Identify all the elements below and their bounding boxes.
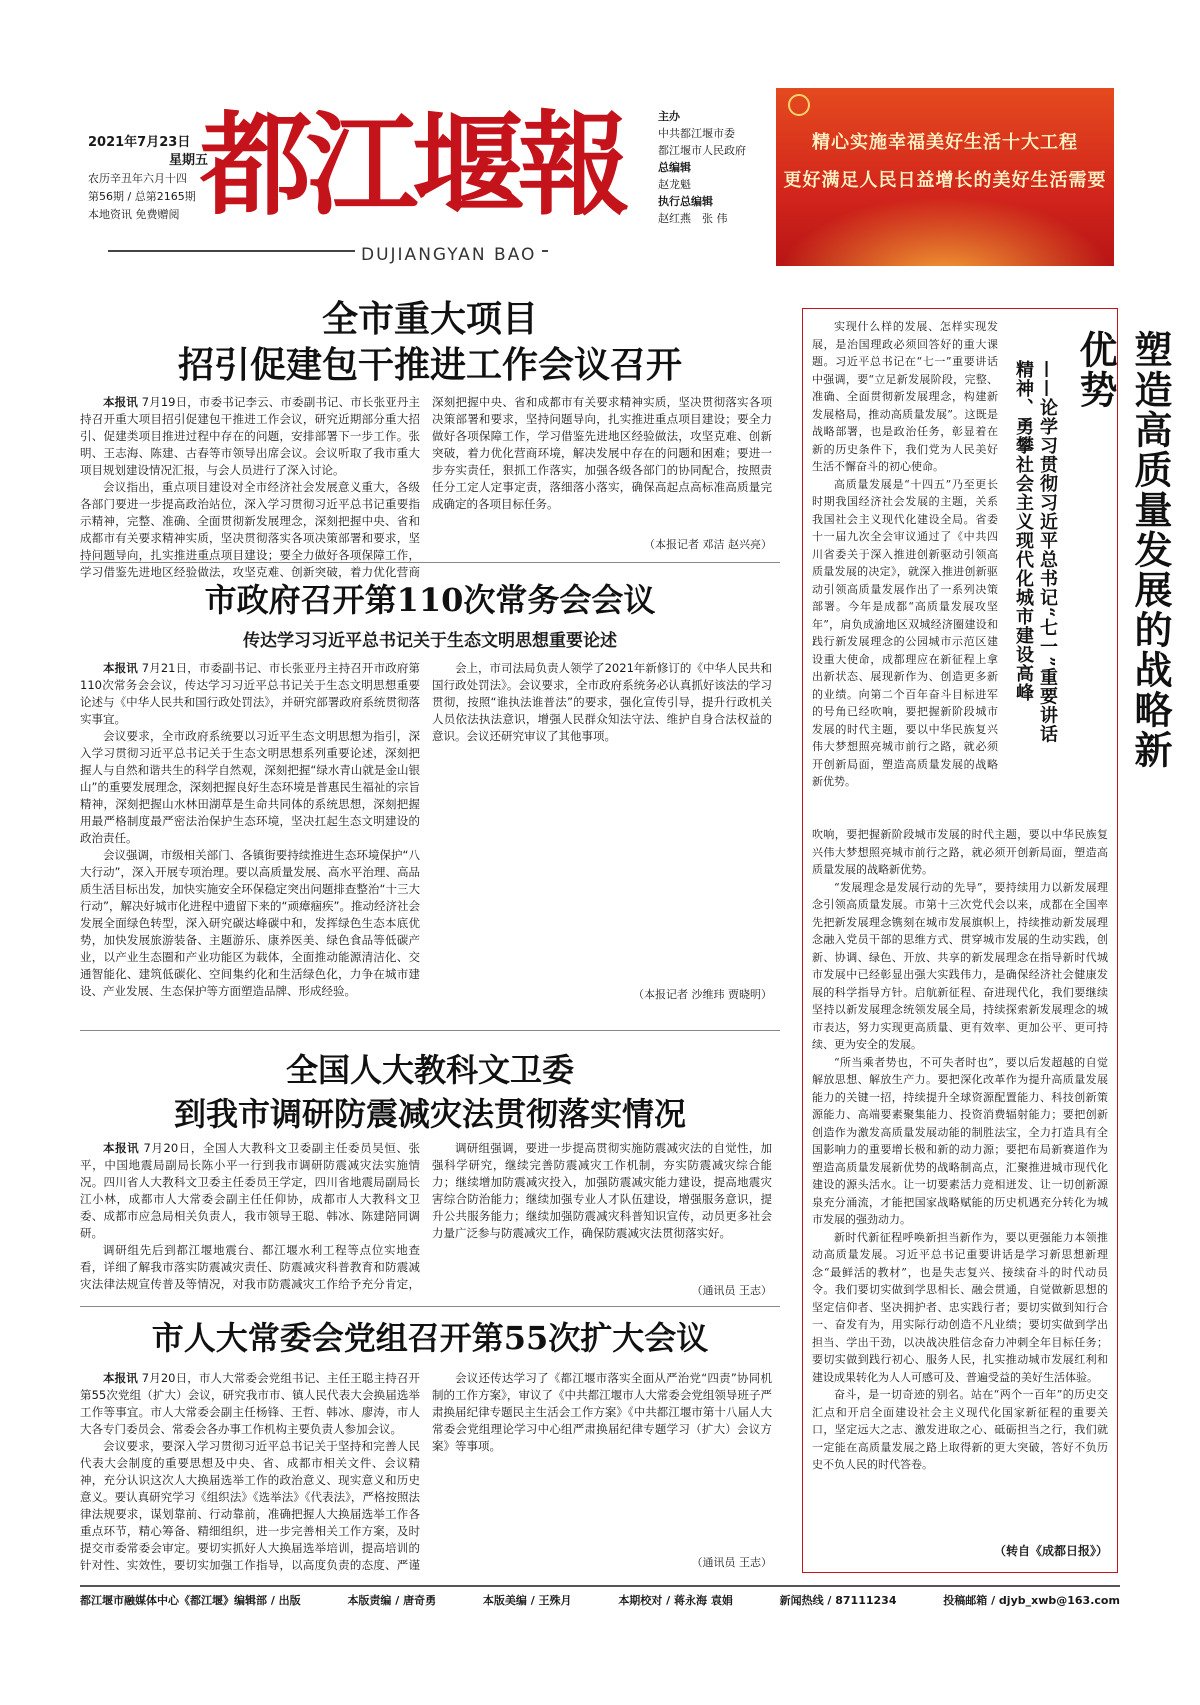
commentary-p2: 高质量发展是“十四五”乃至更长时期我国经济社会发展的主题，关系我国社会主义现代化建设全局。省委十一届九次全会审议通过了《中共四川省委关于深入推进创新驱动引领高质量发展的决定》，就深入推进创新驱动引领高质量发展作出了一系列决策部署。今年是成都“高质量发展攻坚年”，肩负成渝地区双城经济圈建设和践行新发展理念的公园城市示范区建设重大使命，成都理应在新征程上拿出新状态、展现新作为、创造更多新的业绩。向第二个百年奋斗目标进军的号角已经吹响，要把握新阶段城市发展的时代主题，要以中华民族复兴伟大梦想照亮城市前行之路，就必须开创新局面，塑造高质量发展的战略新优势。 <box>812 477 998 788</box>
editor-credits <box>658 108 768 227</box>
chief-editor-label: 总编辑 <box>658 161 691 174</box>
article4-p3: 会议还传达学习了《都江堰市落实全面从严治党“四责”协同机制的工作方案》，审议了《中共都江堰市人大常委会党组领导班子严肃换届纪律专题民主生活会工作方案》《中共都江堰市第十八届人大常委会党组理论学习中心组严肃换届纪律专题学习（扩大）会议方案》等事项。 <box>432 1371 772 1453</box>
article4-col2 <box>432 1370 772 1550</box>
article3-col1 <box>80 1140 420 1292</box>
article2-p1: 7月21日，市委副书记、市长张亚丹主持召开市政府第110次常务会会议，传达学习习近平总书记关于生态文明思想重要论述与《中华人民共和国行政处罚法》，并研究部署政府系统贯彻落实事宜。 <box>80 661 420 726</box>
slogan-line-2: 更好满足人民日益增长的美好生活需要 <box>783 170 1107 191</box>
free-notice: 本地资讯 免费赠阅 <box>88 208 180 221</box>
article2-lead: 本报讯 <box>103 661 138 675</box>
sunrise-graphic <box>776 196 1114 266</box>
commentary-p3: “发展理念是发展行动的先导”，要持续用力以新发展理念引领高质量发展。市第十三次党代会以来，成都在全国率先把新发展理念镌刻在城市发展旗帜上，持续推动新发展理念融入党员干部的思维方式、贯穿城市发展的生动实践，创新、协调、绿色、开放、共享的新发展理念在指导新时代城市发展中已经彰显出强大实践伟力，是确保经济社会健康发展的科学指导方针。启航新征程、奋进现代化，我们要继续坚持以新发展理念统领发展全局，持续探索新发展理念的城市表达，努力实现更高质量、更有效率、更加公平、更可持续、更为安全的发展。 <box>812 880 1108 1051</box>
sponsor-1: 中共都江堰市委 <box>658 127 735 140</box>
party-emblem-icon <box>788 94 810 116</box>
article2-p2: 会议要求，全市政府系统要以习近平生态文明思想为指引，深入学习贯彻习近平总书记关于生态文明思想系列重要论述，深刻把握人与自然和谐共生的科学自然观，深刻把握“绿水青山就是金山银山”的重要发展理念，深刻把握良好生态环境是普惠民生福祉的宗旨精神，深刻把握山水林田湖草是生命共同体的系统思想，深刻把握用最严格制度最严密法治保护生态环境，坚决扛起生态文明建设的政治责任。 <box>80 729 420 845</box>
commentary-subtitle-1: ——论学习贯彻习近平总书记“七一”重要讲话 <box>1037 360 1058 744</box>
commentary-col-top <box>812 318 998 826</box>
slogan-line-1: 精心实施幸福美好生活十大工程 <box>812 132 1078 153</box>
commentary-p6: 奋斗，是一切奇迹的别名。站在“两个一百年”的历史交汇点和开启全面建设社会主义现代化国家新征程的重要关口，坚定远大之志、激发进取之心、砥砺担当之行，我们就一定能在高质量发展之路上取得新的更大突破，答好不负历史不负人民的时代答卷。 <box>812 1388 1108 1471</box>
commentary-source: （转自《成都日报》） <box>993 1544 1108 1558</box>
article3-lead: 本报讯 <box>103 1141 140 1155</box>
article1-lead: 本报讯 <box>103 395 138 409</box>
article1-byline: （本报记者 邓洁 赵兴亮） <box>644 538 772 551</box>
article4-p1: 7月20日，市人大常委会党组书记、主任王聪主持召开第55次党组（扩大）会议，研究我市市、镇人民代表大会换届选举工作等事宜。市人大常委会副主任杨锋、王哲、韩冰、廖涛，市人大各专门委员会、常委会各办事工作机构主要负责人参加会议。 <box>80 1371 420 1436</box>
footer-designer: 本版美编 / 王殊月 <box>482 1594 572 1607</box>
commentary-p4: “所当乘者势也，不可失者时也”，要以后发超越的自觉解放思想、解放生产力。要把深化改革作为提升高质量发展能力的关键一招，持续提升全球资源配置能力、科技创新策源能力、高端要素聚集能力、投资消费辐射能力；要把创新创造作为激发高质量发展动能的制胜法宝，全力打造具有全国影响力的重要增长极和新的动力源；要把布局新赛道作为塑造高质量发展新优势的战略制高点，汇聚推进城市现代化建设的源头活水。让一切要素活力竞相迸发、让一切创新源泉充分涌流，才能把国家战略赋能的历史机遇充分转化为城市发展的强劲动力。 <box>812 1055 1108 1226</box>
article3-title-line2: 到我市调研防震减灾法贯彻落实情况 <box>173 1095 686 1133</box>
article4-lead: 本报讯 <box>103 1371 138 1385</box>
article3-p1: 7月20日，全国人大教科文卫委副主任委员吴恒、张平，中国地震局副局长陈小平一行到我市调研防震减灾法实施情况。四川省人大教科文卫委主任委员王学定，四川省地震局副局长江小林，成都市人大常委会副主任任仰协，成都市人大教科文卫委、成都市应急局相关负责人，我市领导王聪、韩冰、陈建陪同调研。 <box>80 1141 420 1240</box>
chief-editor: 赵龙魁 <box>658 178 691 191</box>
sponsor-2: 都江堰市人民政府 <box>658 144 746 157</box>
commentary-subtitle-2: 精神、勇攀社会主义现代化城市建设高峰 <box>1013 360 1034 702</box>
divider <box>80 1306 780 1307</box>
masthead-english: DUJIANGYAN BAO <box>355 245 542 265</box>
article2-p3: 会议强调，市级相关部门、各镇街要持续推进生态环境保护“八大行动”，深入开展专项治理。要以高质量发展、高水平治理、高品质生活目标出发，加快实施安全环保稳定突出问题排查整治“十三大行动”，解决好城市化进程中遗留下来的“顽瘴痼疾”。推动经济社会发展全面绿色转型，深入研究碳达峰碳中和，发挥绿色生态本底优势，加快发展旅游装备、主题游乐、康养医美、绿色食品等低碳产业，以产业生态圈和产业功能区为载体，全面推动能源清洁化、交通智能化、建筑低碳化、空间集约化和生活绿色化，力争在城市建设、产业发展、生态保护等方面塑造品牌、形成经验。 <box>80 848 420 998</box>
exec-editor-label: 执行总编辑 <box>658 195 713 208</box>
article2-headline: 市政府召开第110次常务会会议 <box>204 581 656 619</box>
issue-info <box>88 134 218 224</box>
article2-col1 <box>80 660 420 1002</box>
issue-weekday: 星期五 <box>168 153 208 168</box>
article4-byline: （通讯员 王志） <box>691 1556 772 1569</box>
article3-col2 <box>432 1140 772 1280</box>
article1-col2: 深刻把握中央、省和成都市有关要求精神实质，坚决贯彻落实各项决策部署和要求，坚持问题导向，扎实推进重点项目建设；要全力做好各项保障工作，学习借鉴先进地区经验做法，攻坚克难、创新突破，着力优化营商环境，解决发展中存在的问题和困难；要进一步夯实责任，狠抓工作落实，加强各级各部门的协同配合，按照责任分工定人定事定责，落细落小落实，确保高起点高标准高质量完成确定的各项目标任务。 <box>432 395 772 511</box>
footer-proof: 本期校对 / 蒋永海 袁娟 <box>618 1594 733 1607</box>
article1-p1: 7月19日，市委书记李云、市委副书记、市长张亚丹主持召开重大项目招引促建包干推进工作会议，研究近期部分重大招引、促建类项目推进过程中存在的问题，安排部署下一步工作。张明、王志海、陈建、古春等市领导出席会议。会议听取了我市重大项目规划建设情况汇报，与会人员进行了深入讨论。 <box>80 395 420 477</box>
article3-title-line1: 全国人大教科文卫委 <box>285 1051 574 1089</box>
footer-publisher: 都江堰市融媒体中心《都江堰》编辑部 / 出版 <box>80 1594 301 1607</box>
article1-p2: 会议指出，重点项目建设对全市经济社会发展意义重大，各级各部门要进一步提高政治站位，深入学习贯彻习近平总书记重要指示精神，完整、准确、全面贯彻新发展理念，深刻把握中央、省和成都市有关要求精神实质，坚决贯彻落实各项决策部署和要求，坚持问题导向，扎实推进重点项目建设；要全力做好各项保障工作，学习借鉴先进地区经验做法，攻坚克难、创新突破，着力优化营商 <box>80 480 420 579</box>
divider <box>80 562 780 563</box>
slogan-banner <box>776 88 1114 266</box>
divider <box>80 1030 780 1031</box>
issue-number: 第56期 / 总第2165期 <box>88 190 196 203</box>
article4-headline: 市人大常委会党组召开第55次扩大会议 <box>151 1319 709 1357</box>
commentary-col-bottom: 吹响，要把握新阶段城市发展的时代主题，要以中华民族复兴伟大梦想照亮城市前行之路，就必须开创新局面，塑造高质量发展的战略新优势。 “发展理念是发展行动的先导”，要持续用力以新发展理念引领高质量发展。市第十三次党代会以来，成都在全国率先把新发展理念镌刻在城市发展旗帜上，持续推动新发展理念融入党员干部的思维方式、贯穿城市发展的生动实践，创新、协调、绿色、开放、共享的新发展理念在指导新时代城市发展中已经彰显出强大实践伟力，是确保经济社会健康发展的科学指导方针。启航新征程、奋进现代化，我们要继续坚持以新发展理念统领发展全局，持续探索新发展理念的城市表达，努力实现更高质量、更有效率、更加公平、更可持续、更为安全的发展。 “所当乘者势也，不可失者时也”，要以后发超越的自觉解放思想、解放生产力。要把深化改革作为提升高质量发展能力的关键一招，持续提升全球资源配置能力、科技创新策源能力、高端要素聚集能力、投资消费辐射能力；要把创新创造作为激发高质量发展动能的制胜法宝，全力打造具有全国影响力的重要增长极和新的动力源；要把布局新赛道作为塑造高质量发展新优势的战略制高点，汇聚推进城市现代化建设的源头活水。让一切要素活力竞相迸发、让一切创新源泉充分涌流，才能把国家战略赋能的历史机遇充分转化为城市发展的强劲动力。 新时代新征程呼唤新担当新作为，要以更强能力本领推动高质量发展。习近平总书记重要讲话是学习新思想新理念“最鲜活的教材”，也是失志复兴、接续奋斗的时代动员令。我们要切实做到学思相长、融会贯通，自觉做新思想的坚定信仰者、坚决拥护者、忠实践行者；要切实做到知行合一、奋发有为，用实际行动创造不凡业绩；要切实做到学出担当、学出干劲，以决战决胜信念奋力冲刺全年目标任务；要切实做到践行初心、服务人民，扎实推动城市发展红利和建设成果转化为人人可感可及、普遍受益的美好生活体验。 奋斗，是一切奇迹的别名。站在“两个一百年”的历史交汇点和开启全面建设社会主义现代化国家新征程的重要关口，坚定远大之志、激发进取之心、砥砺担当之行，我们就一定能在高质量发展之路上取得新的更大突破，答好不负历史不负人民的时代答卷。 <box>812 826 1108 1538</box>
article1-title-line1: 全市重大项目 <box>321 298 538 340</box>
footer-editor: 本版责编 / 唐奇勇 <box>347 1594 437 1607</box>
commentary-p1: 实现什么样的发展、怎样实现发展，是治国理政必须回答好的重大课题。习近平总书记在“七一”重要讲话中强调，要“立足新发展阶段，完整、准确、全面贯彻新发展理念，构建新发展格局，推动高质量发展”。这既是战略部署，也是政治任务，彰显着在新的历史条件下，我们党为人民美好生活不懈奋斗的初心使命。 <box>812 320 998 473</box>
article2-p4: 会上，市司法局负责人领学了2021年新修订的《中华人民共和国行政处罚法》。会议要求，全市政府系统务必认真抓好该法的学习贯彻，按照“谁执法谁普法”的要求，强化宣传引导，提升行政机关人员依法执法意识，增强人民群众知法守法、维护自身合法权益的意识。会议还研究审议了其他事项。 <box>432 661 772 743</box>
article2-subtitle: 传达学习习近平总书记关于生态文明思想重要论述 <box>243 631 617 651</box>
article1-col1 <box>80 394 420 581</box>
article2-byline: （本报记者 沙维玮 贾晓明） <box>633 988 772 1001</box>
issue-date: 2021年7月23日 <box>88 135 191 150</box>
article2-col2 <box>432 660 772 980</box>
article3-p3: 调研组强调，要进一步提高贯彻实施防震减灾法的自觉性，加强科学研究，继续完善防震减灾工作机制，夯实防震减灾综合能力；继续增加防震减灾投入，加强防震减灾能力建设，提高地震灾害综合防治能力；继续加强专业人才队伍建设，增强服务意识，提升公共服务能力；继续加强防震减灾科普知识宣传，动员更多社会力量广泛参与防震减灾工作，确保防震减灾法贯彻落实好。 <box>432 1141 772 1240</box>
footer-hotline: 新闻热线 / 87111234 <box>779 1594 897 1607</box>
article1-title-line2: 招引促建包干推进工作会议召开 <box>177 344 682 386</box>
commentary-p5: 新时代新征程呼唤新担当新作为，要以更强能力本领推动高质量发展。习近平总书记重要讲话是学习新思想新理念“最鲜活的教材”，也是失志复兴、接续奋斗的时代动员令。我们要切实做到学思相长、融会贯通，自觉做新思想的坚定信仰者、坚决拥护者、忠实践行者；要切实做到知行合一、奋发有为，用实际行动创造不凡业绩；要切实做到学出担当、学出干劲，以决战决胜信念奋力冲刺全年目标任务；要切实做到践行初心、服务人民，扎实推动城市发展红利和建设成果转化为人人可感可及、普遍受益的美好生活体验。 <box>812 1230 1108 1384</box>
article3-p2: 调研组先后到都江堰地震台、都江堰水利工程等点位实地查看，详细了解我市落实防震减灾责任、防震减灾科普教育和防震减灾法律法规宣传普及等情况，对我市防震减灾工作给予充分肯定， <box>80 1243 420 1291</box>
article4-col1 <box>80 1370 420 1572</box>
sponsor-label: 主办 <box>658 110 680 123</box>
issue-lunar: 农历辛丑年六月十四 <box>88 172 187 185</box>
masthead-title: 都江堰報 <box>200 100 624 231</box>
footer-email[interactable]: 投稿邮箱 / djyb_xwb@163.com <box>943 1594 1120 1607</box>
article1-headline <box>80 296 780 388</box>
footer-rule <box>80 1585 1120 1587</box>
footer <box>80 1592 1120 1608</box>
article3-headline <box>80 1048 780 1136</box>
commentary-title: 塑造高质量发展的战略新优势 <box>1073 330 1173 770</box>
article3-byline: （通讯员 王志） <box>691 1284 772 1297</box>
article4-p2: 会议要求，要深入学习贯彻习近平总书记关于坚持和完善人民代表大会制度的重要思想及中央、省、成都市相关文件、会议精神，充分认识这次人大换届选举工作的政治意义、现实意义和历史意义。要认真研究学习《组织法》《选举法》《代表法》，严格按照法律法规要求，谋划靠前、行动靠前，准确把握人大换届选举工作各重点环节，精心筹备、精细组织，进一步完善相关工作方案，及时提交市委常委会审定。要切实抓好人大换届选举培训，提高培训的针对性、实效性，要切实加强工作指导，以高度负责的态度、严谨 <box>80 1439 420 1572</box>
exec-editor: 赵红燕 张 伟 <box>658 212 728 225</box>
masthead <box>200 96 624 246</box>
